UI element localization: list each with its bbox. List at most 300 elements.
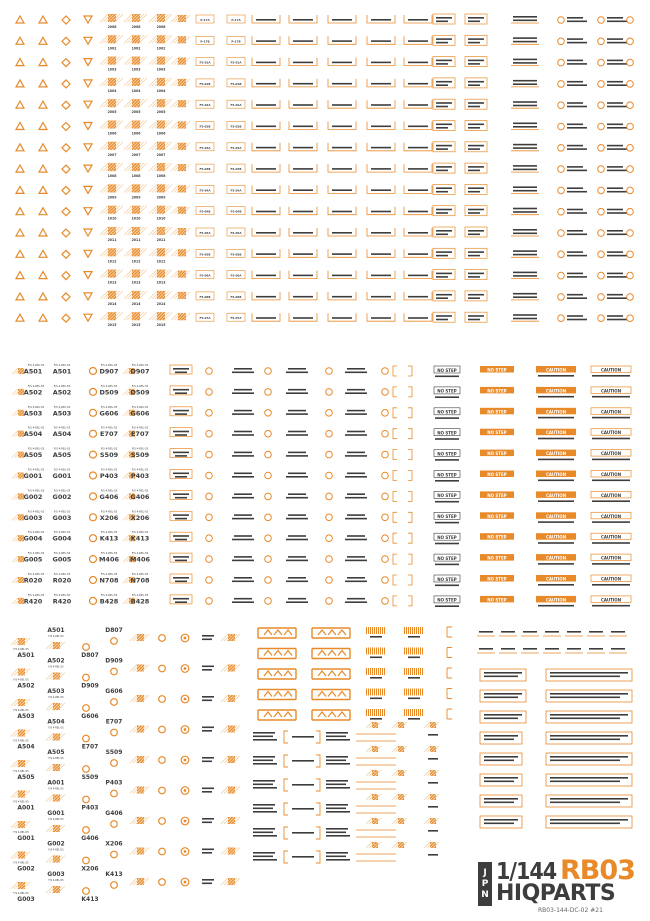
- ring-marker-icon: [83, 888, 90, 895]
- serial-prefix: F/S 4-REL-55: [131, 573, 149, 576]
- stencil-text-bar: [175, 392, 187, 394]
- hatched-square-icon: [221, 634, 240, 641]
- stencil-text-bar: [567, 212, 587, 214]
- diamond-marker-icon: [62, 123, 70, 131]
- stencil-text-bar: [293, 40, 313, 42]
- bracket-frame: [252, 249, 280, 257]
- hatched-square-icon: [171, 143, 190, 150]
- barcode-decal: [366, 689, 385, 700]
- stencil-text-bar: [332, 126, 352, 128]
- arrow-frame-decal: [258, 710, 296, 720]
- stencil-text-bar: [468, 84, 480, 86]
- stencil-text-bar: [371, 232, 391, 234]
- hatched-square-icon: [100, 35, 123, 43]
- stencil-text-bar: [286, 392, 308, 394]
- stencil-code: 1004: [107, 88, 117, 93]
- caution-label: CAUTION: [600, 555, 622, 561]
- diamond-marker-icon: [62, 293, 70, 301]
- stencil-text-bar: [567, 648, 581, 650]
- stencil-text-bar: [567, 170, 587, 172]
- stencil-text-bar: [484, 798, 518, 800]
- diamond-marker-icon: [62, 59, 70, 67]
- stencil-text-bar: [408, 168, 428, 170]
- decal-section-serials-middle: [12, 363, 631, 607]
- triangle-marker-icon: [16, 37, 24, 44]
- serial-row: [12, 384, 631, 398]
- service-panel-decal: [253, 770, 439, 791]
- stencil-text-bar: [523, 631, 537, 633]
- stencil-text-bar: [232, 560, 254, 562]
- no-step-label: NO STEP: [487, 492, 507, 498]
- stencil-box: [465, 227, 487, 237]
- ring-marker-icon: [627, 294, 634, 301]
- stencil-text-bar: [253, 856, 273, 858]
- triangle-marker-icon: [16, 229, 24, 236]
- ring-marker-icon: [83, 705, 90, 712]
- stencil-text-bar: [175, 601, 187, 603]
- ring-marker-icon: [382, 598, 389, 605]
- hatched-square-icon: [149, 227, 172, 235]
- ring-marker-icon: [83, 644, 90, 651]
- stencil-text-bar: [175, 560, 187, 562]
- stencil-text-bar: [256, 232, 276, 234]
- hatched-square-icon: [124, 291, 147, 299]
- stencil-text-bar: [567, 319, 587, 321]
- stencil-text-bar: [428, 806, 438, 808]
- stencil-code: 1002: [131, 46, 141, 51]
- hatched-square-icon: [46, 764, 65, 771]
- stencil-text-bar: [326, 808, 346, 810]
- hatched-square-icon: [171, 100, 190, 107]
- stencil-text-bar: [484, 676, 518, 678]
- stencil-text-bar: [607, 106, 627, 108]
- ring-marker-icon: [598, 81, 605, 88]
- stencil-text-bar: [513, 250, 537, 252]
- stencil-text-bar: [567, 255, 587, 257]
- serial-code: A502: [23, 388, 43, 397]
- instruction-box: [480, 795, 522, 807]
- diamond-marker-icon: [62, 16, 70, 24]
- ring-marker-icon: [382, 430, 389, 437]
- stencil-text-bar: [256, 189, 276, 191]
- stencil-text-bar: [550, 672, 628, 674]
- stencil-text-bar: [293, 168, 313, 170]
- stencil-text-bar: [436, 170, 448, 172]
- stencil-text-bar: [513, 123, 537, 125]
- stencil-text-bar: [234, 598, 252, 600]
- stencil-text-bar: [468, 230, 484, 232]
- stencil-box: [465, 35, 487, 45]
- hatched-square-icon: [221, 756, 240, 763]
- serial-code: N708: [130, 576, 150, 585]
- stencil-text-bar: [592, 605, 630, 607]
- stencil-text-bar: [484, 672, 522, 674]
- hatched-square-icon: [11, 852, 30, 859]
- stencil-text-bar: [345, 518, 367, 520]
- stencil-text-bar: [234, 577, 252, 579]
- stencil-text-bar: [484, 823, 514, 825]
- stencil-text-bar: [436, 212, 448, 214]
- ring-marker-icon: [206, 389, 213, 396]
- serial-code: G406: [99, 492, 119, 501]
- ring-marker-icon: [83, 674, 90, 681]
- series-label: RB03: [560, 855, 635, 886]
- ring-marker-icon: [159, 635, 166, 642]
- plate-label: F5-01B: [230, 81, 242, 86]
- stencil-text-bar: [326, 811, 350, 813]
- stencil-text-bar: [175, 497, 187, 499]
- serial-code: G002: [47, 840, 65, 848]
- hatched-square-icon: [124, 14, 147, 22]
- serial-code: E707: [99, 430, 119, 439]
- arrow-frame-decal: [312, 669, 350, 679]
- stencil-text-bar: [468, 148, 480, 150]
- stencil-text-bar: [326, 784, 346, 786]
- ring-marker-icon: [326, 472, 333, 479]
- stencil-text-bar: [607, 81, 623, 83]
- stencil-text-bar: [567, 273, 583, 275]
- stencil-text-bar: [513, 165, 537, 167]
- ring-marker-icon: [265, 410, 272, 417]
- stencil-text-bar: [345, 392, 367, 394]
- stencil-text-bar: [550, 714, 628, 716]
- ring-marker-icon: [558, 145, 565, 152]
- stencil-text-bar: [371, 168, 391, 170]
- scale-label: 1/144: [496, 859, 557, 885]
- stencil-text-bar: [592, 563, 630, 565]
- stencil-text-bar: [436, 102, 452, 104]
- hatched-square-icon: [171, 228, 190, 235]
- ring-marker-icon: [558, 17, 565, 24]
- stencil-text-bar: [607, 273, 623, 275]
- inverted-triangle-icon: [84, 59, 92, 66]
- stencil-text-bar: [513, 80, 537, 82]
- plate-label: F5-02B: [199, 124, 211, 129]
- serial-prefix: F/S 4-REL-55: [100, 426, 118, 430]
- hatched-square-icon: [46, 734, 65, 741]
- stencil-text-bar: [567, 145, 583, 147]
- plate-label: F5-03B: [199, 167, 211, 172]
- caution-label: CAUTION: [600, 367, 622, 373]
- stencil-text-bar: [468, 276, 480, 278]
- stencil-box: [465, 248, 487, 258]
- serial-row: [12, 530, 631, 544]
- stencil-box: [433, 312, 455, 322]
- stencil-text-bar: [326, 852, 348, 854]
- serial-prefix: F/S 4-REL-55: [53, 405, 71, 409]
- stencil-row: [16, 291, 633, 306]
- serial-code: K413: [81, 896, 99, 903]
- ring-marker-icon: [598, 187, 605, 194]
- serial-code: G004: [23, 534, 43, 543]
- stencil-row: [16, 312, 633, 327]
- stencil-text-bar: [436, 255, 448, 257]
- serial-prefix: F/S 4-REL-55: [48, 635, 64, 638]
- serial-code: A504: [17, 743, 35, 751]
- ring-marker-icon: [111, 699, 118, 706]
- plate-label: F5-03B: [230, 167, 242, 172]
- stencil-text-bar: [332, 232, 352, 234]
- caution-label: CAUTION: [545, 472, 567, 477]
- stencil-text-bar: [232, 539, 254, 541]
- stencil-text-bar: [435, 438, 459, 440]
- serial-prefix: F/S 4-REL-55: [131, 364, 149, 367]
- stencil-text-bar: [607, 170, 627, 172]
- ring-marker-icon: [159, 848, 166, 855]
- bracket-frame: [328, 249, 356, 257]
- ring-marker-icon: [206, 451, 213, 458]
- stencil-text-bar: [347, 493, 365, 495]
- serial-prefix: F/S 4-REL-55: [100, 593, 118, 597]
- ring-marker-icon: [326, 493, 333, 500]
- hatched-square-icon: [124, 312, 147, 320]
- ring-marker-icon: [627, 251, 634, 258]
- plate-label: F5-05B: [199, 252, 211, 257]
- stencil-text-bar: [326, 739, 350, 741]
- stencil-text-bar: [592, 438, 630, 440]
- ring-marker-icon: [159, 696, 166, 703]
- stencil-text-bar: [202, 757, 214, 759]
- hatched-square-icon: [366, 794, 381, 800]
- stencil-text-bar: [286, 518, 308, 520]
- hatched-square-icon: [171, 122, 190, 129]
- stencil-text-bar: [293, 232, 313, 234]
- stencil-text-bar: [253, 736, 273, 738]
- hatched-square-icon: [392, 746, 407, 752]
- stencil-text-bar: [607, 212, 627, 214]
- stencil-text-bar: [232, 518, 254, 520]
- stencil-text-bar: [436, 106, 448, 108]
- stencil-box: [465, 184, 487, 194]
- stencil-text-bar: [538, 584, 574, 586]
- hatched-square-icon: [366, 770, 381, 776]
- ring-marker-icon: [206, 472, 213, 479]
- stencil-row: [16, 142, 633, 157]
- stencil-text-bar: [173, 598, 189, 600]
- stencil-text-bar: [484, 819, 518, 821]
- stencil-text-bar: [550, 760, 620, 762]
- no-step-label: NO STEP: [487, 472, 507, 477]
- stencil-text-bar: [436, 276, 448, 278]
- stencil-text-bar: [468, 38, 484, 40]
- stencil-text-bar: [345, 560, 367, 562]
- stencil-text-bar: [202, 852, 212, 854]
- hatched-square-icon: [124, 227, 147, 235]
- ring-marker-icon: [206, 514, 213, 521]
- stencil-code: 1008: [107, 174, 117, 179]
- stencil-text-bar: [347, 368, 365, 370]
- serial-code: S509: [99, 451, 119, 460]
- ring-marker-icon: [111, 790, 118, 797]
- stencil-text-bar: [436, 63, 448, 65]
- hatched-square-icon: [221, 787, 240, 794]
- stencil-text-bar: [567, 294, 583, 296]
- stencil-text-bar: [501, 631, 515, 633]
- ring-marker-icon: [382, 389, 389, 396]
- stencil-text-bar: [253, 780, 275, 782]
- serial-code: D807: [81, 652, 99, 659]
- stencil-text-bar: [332, 211, 352, 213]
- stencil-text-bar: [253, 756, 275, 758]
- stencil-text-bar: [513, 126, 537, 128]
- ring-marker-icon: [90, 451, 97, 458]
- no-step-label: NO STEP: [437, 409, 457, 415]
- stencil-text-bar: [345, 581, 367, 583]
- stencil-text-bar: [513, 293, 537, 295]
- stencil-text-bar: [436, 42, 448, 44]
- stencil-code: 1013: [107, 280, 117, 285]
- stencil-text-bar: [513, 144, 537, 146]
- stencil-text-bar: [256, 40, 276, 42]
- ring-marker-icon: [83, 735, 90, 742]
- stencil-text-bar: [326, 832, 346, 834]
- stencil-text-bar: [332, 104, 352, 106]
- plate-label: P-17A: [200, 18, 210, 22]
- diamond-marker-icon: [62, 272, 70, 280]
- stencil-text-bar: [253, 804, 275, 806]
- diamond-marker-icon: [62, 314, 70, 322]
- stencil-text-bar: [479, 648, 493, 650]
- stencil-text-bar: [293, 253, 313, 255]
- no-step-label: NO STEP: [437, 555, 457, 561]
- stencil-text-bar: [234, 473, 252, 475]
- serial-code: G003: [52, 513, 72, 522]
- no-step-label: NO STEP: [437, 535, 457, 540]
- serial-prefix: F/S 4-REL-55: [13, 739, 29, 743]
- serial-code: G004: [52, 534, 72, 543]
- ring-marker-icon: [159, 818, 166, 825]
- stencil-row: [16, 35, 633, 50]
- service-panel-decal: [253, 722, 439, 743]
- diamond-marker-icon: [62, 144, 70, 152]
- serial-code: G001: [17, 835, 35, 842]
- stencil-row: [16, 206, 633, 221]
- stencil-text-bar: [436, 166, 452, 168]
- stencil-code: 2005: [156, 110, 166, 115]
- stencil-text-bar: [436, 127, 448, 129]
- stencil-text-bar: [286, 581, 308, 583]
- stencil-text-bar: [345, 601, 367, 603]
- triangle-marker-icon: [39, 123, 47, 130]
- serial-code: B428: [130, 597, 150, 606]
- ring-marker-icon: [265, 577, 272, 584]
- hatched-square-icon: [124, 270, 147, 278]
- stencil-text-bar: [371, 40, 391, 42]
- hatched-square-icon: [130, 756, 149, 763]
- ring-marker-icon: [83, 857, 90, 864]
- ring-marker-icon: [598, 123, 605, 130]
- hatched-square-icon: [221, 817, 240, 824]
- stencil-text-bar: [592, 500, 630, 502]
- stencil-text-bar: [332, 19, 352, 21]
- ring-marker-icon: [598, 17, 605, 24]
- serial-row: [11, 871, 240, 903]
- stencil-text-bar: [288, 493, 306, 495]
- serial-prefix: F/S 4-REL-55: [100, 489, 118, 493]
- serial-code: A504: [23, 430, 43, 439]
- instruction-box: [546, 732, 632, 744]
- stencil-text-bar: [202, 730, 212, 732]
- ring-marker-icon: [382, 410, 389, 417]
- serial-code: A501: [52, 367, 72, 376]
- stencil-text-bar: [232, 434, 254, 436]
- ring-marker-icon: [627, 208, 634, 215]
- ring-marker-icon: [326, 451, 333, 458]
- hatched-square-icon: [366, 722, 381, 728]
- stencil-text-bar: [288, 452, 306, 454]
- triangle-marker-icon: [16, 272, 24, 279]
- stencil-text-bar: [550, 777, 628, 779]
- plate-label: F5-04B: [230, 209, 242, 214]
- inverted-triangle-icon: [84, 144, 92, 151]
- stencil-text-bar: [468, 166, 484, 168]
- ring-marker-icon: [265, 368, 272, 375]
- stencil-text-bar: [292, 832, 314, 834]
- ring-marker-icon: [90, 430, 97, 437]
- triangle-marker-icon: [39, 272, 47, 279]
- stencil-text-bar: [288, 410, 306, 412]
- serial-prefix: F/S 4-REL-55: [53, 593, 71, 597]
- stencil-text-bar: [567, 63, 587, 65]
- serial-code: D909: [105, 657, 123, 665]
- hatched-square-icon: [124, 184, 147, 192]
- stencil-text-bar: [347, 514, 365, 516]
- diamond-marker-icon: [62, 37, 70, 45]
- ring-marker-icon: [382, 368, 389, 375]
- serial-code: G606: [99, 409, 119, 418]
- hatched-square-icon: [171, 185, 190, 192]
- stencil-text-bar: [436, 38, 452, 40]
- ring-marker-icon: [598, 145, 605, 152]
- stencil-text-bar: [345, 434, 367, 436]
- stencil-text-bar: [513, 147, 537, 149]
- plate-label: P-17A: [231, 18, 241, 22]
- stencil-text-bar: [550, 693, 628, 695]
- serial-prefix: F/S 4-REL-55: [48, 696, 64, 699]
- stencil-text-bar: [347, 431, 365, 433]
- stencil-box: [465, 312, 487, 322]
- triangle-marker-icon: [39, 59, 47, 66]
- stencil-box: [433, 291, 455, 301]
- bracket-frame: [404, 249, 432, 257]
- hatched-square-icon: [171, 58, 190, 65]
- hatched-square-icon: [124, 35, 147, 43]
- serial-code: P403: [81, 804, 99, 812]
- stencil-box: [433, 14, 455, 24]
- stencil-text-bar: [436, 191, 448, 193]
- hatched-square-icon: [149, 163, 172, 171]
- serial-code: G003: [47, 871, 65, 878]
- hatched-square-icon: [149, 248, 172, 256]
- ring-marker-icon: [90, 535, 97, 542]
- stencil-text-bar: [408, 296, 428, 298]
- no-step-label: NO STEP: [487, 513, 507, 519]
- ring-marker-icon: [90, 472, 97, 479]
- stencil-text-bar: [332, 168, 352, 170]
- caution-label: CAUTION: [545, 513, 567, 519]
- stencil-text-bar: [293, 62, 313, 64]
- stencil-text-bar: [538, 375, 574, 377]
- stencil-text-bar: [436, 234, 448, 236]
- inverted-triangle-icon: [84, 123, 92, 130]
- stencil-code: 1006: [156, 131, 166, 136]
- stencil-text-bar: [293, 189, 313, 191]
- stencil-text-bar: [435, 376, 459, 378]
- stencil-text-bar: [484, 760, 514, 762]
- stencil-text-bar: [436, 21, 448, 23]
- inverted-triangle-icon: [84, 80, 92, 87]
- serial-code: A501: [23, 367, 43, 376]
